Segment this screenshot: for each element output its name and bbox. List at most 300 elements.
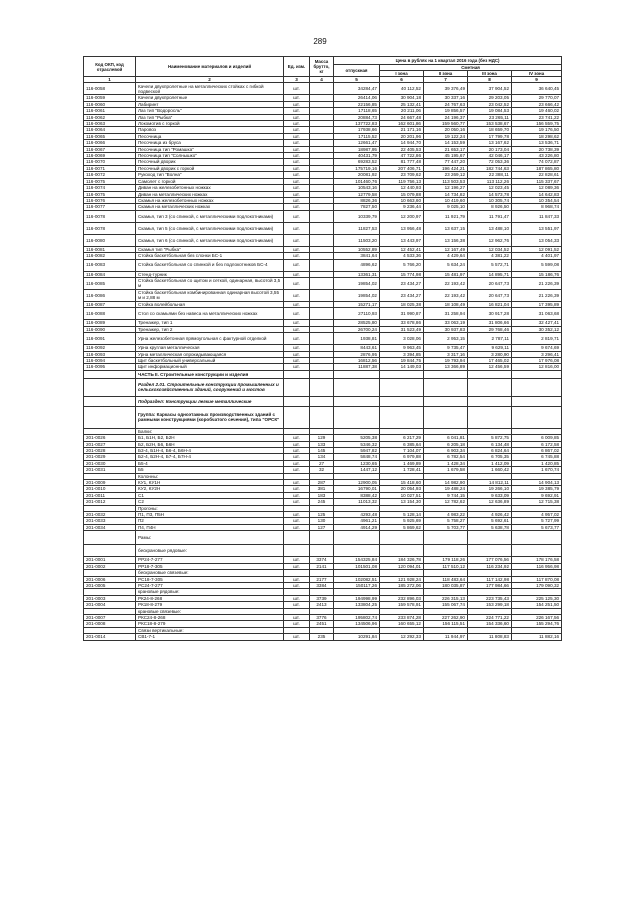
price-release: 19854,02 <box>334 277 380 289</box>
price-zone1: 3 028,06 <box>380 333 424 345</box>
section-row <box>84 531 562 545</box>
section-row <box>84 545 562 557</box>
item-name: Песочница <box>136 133 284 139</box>
item-code: 116-0059 <box>84 95 136 101</box>
empty-cell <box>424 545 468 557</box>
table-row <box>84 595 562 601</box>
price-zone3: 29 203,05 <box>468 95 512 101</box>
item-code: 116-0074 <box>84 185 136 191</box>
price-zone2: 4 983,22 <box>424 512 468 518</box>
price-zone3: 5 692,61 <box>468 518 512 524</box>
item-unit: шт. <box>284 480 310 486</box>
price-zone2: 179 118,26 <box>424 557 468 563</box>
item-unit: шт. <box>284 467 310 473</box>
price-zone2: 6 903,34 <box>424 448 468 454</box>
item-name: Рукоход тип "Волна" <box>136 172 284 178</box>
table-row <box>84 602 562 608</box>
item-unit: шт. <box>284 83 310 95</box>
price-zone3: 12 023,45 <box>468 185 512 191</box>
category-label: Прогоны: <box>136 505 284 511</box>
item-mass <box>310 234 334 246</box>
price-zone2: 180 035,87 <box>424 582 468 588</box>
empty-cell <box>468 406 512 428</box>
price-release: 10552,89 <box>334 246 380 252</box>
item-unit: шт. <box>284 351 310 357</box>
price-zone2: 6 205,18 <box>424 441 468 447</box>
price-zone4: 14 904,13 <box>512 480 562 486</box>
price-zone1: 12 200,97 <box>380 210 424 222</box>
price-zone3: 116 234,92 <box>468 563 512 569</box>
item-unit: шт. <box>284 114 310 120</box>
price-zone1: 13 956,48 <box>380 222 424 234</box>
price-zone2: 2 953,15 <box>424 333 468 345</box>
price-release: 194998,99 <box>334 595 380 601</box>
table-row <box>84 333 562 345</box>
item-name: Скамья тип "Рыбка" <box>136 246 284 252</box>
item-code: 201-0027 <box>84 441 136 447</box>
item-code: 201-0033 <box>84 518 136 524</box>
column-number: 3 <box>284 77 310 83</box>
price-release: 10543,16 <box>334 185 380 191</box>
price-zone3: 224 771,22 <box>468 614 512 620</box>
group-heading: Группа: Каркасы одноэтажных производственных зданий с рамными конструкциями (коробчатого сечения), типа "ОРСК" <box>136 406 284 428</box>
price-zone3: 12 034,52 <box>468 246 512 252</box>
price-zone2: 5 758,27 <box>424 518 468 524</box>
price-release: 18987,95 <box>334 146 380 152</box>
item-unit: шт. <box>284 435 310 441</box>
header-name: Наименование материалов и изделий <box>136 57 284 77</box>
item-name: РКС24-8-268 <box>136 614 284 620</box>
empty-cell <box>310 406 334 428</box>
price-zone1: 10 027,51 <box>380 492 424 498</box>
table-row <box>84 557 562 563</box>
price-zone1: 185 272,06 <box>380 582 424 588</box>
item-unit: шт. <box>284 140 310 146</box>
table-row <box>84 486 562 492</box>
item-unit: шт. <box>284 191 310 197</box>
price-zone3: 14 573,78 <box>468 191 512 197</box>
item-unit: шт. <box>284 277 310 289</box>
price-zone2: 12 782,62 <box>424 499 468 505</box>
price-zone2: 5 634,24 <box>424 259 468 271</box>
price-zone2: 196 424,21 <box>424 165 468 171</box>
price-zone2: 159 560,77 <box>424 121 468 127</box>
empty-cell <box>424 396 468 406</box>
item-name: Щит баскетбольный универсальный <box>136 357 284 363</box>
price-release: 12661,47 <box>334 140 380 146</box>
price-zone1: 20 054,93 <box>380 486 424 492</box>
price-zone3: 6 824,64 <box>468 448 512 454</box>
price-release: 134506,96 <box>334 621 380 627</box>
column-number: 1 <box>84 77 136 83</box>
item-name: СВ1-7-1 <box>136 634 284 640</box>
item-unit: шт. <box>284 582 310 588</box>
price-release: 7827,50 <box>334 204 380 210</box>
item-name: Лаз тип "Рыбка" <box>136 114 284 120</box>
price-zone1: 23 434,27 <box>380 277 424 289</box>
price-zone4: 22 828,61 <box>512 172 562 178</box>
price-zone1: 119 756,13 <box>380 178 424 184</box>
item-code: 116-0060 <box>84 101 136 107</box>
price-zone2: 33 063,19 <box>424 320 468 326</box>
price-zone1: 23 709,62 <box>380 172 424 178</box>
item-code: 201-0009 <box>84 480 136 486</box>
price-zone4: 20 738,39 <box>512 146 562 152</box>
price-zone2: 3 317,16 <box>424 351 468 357</box>
item-code: 116-0094 <box>84 357 136 363</box>
price-zone2: 14 734,82 <box>424 191 468 197</box>
item-name: Скамья на металлических ножках <box>136 204 284 210</box>
item-unit: шт. <box>284 308 310 320</box>
column-number: 7 <box>424 77 468 83</box>
price-zone2: 22 193,42 <box>424 277 468 289</box>
price-zone2: 1 428,34 <box>424 460 468 466</box>
price-zone1: 7 104,07 <box>380 448 424 454</box>
price-zone1: 9 963,45 <box>380 345 424 351</box>
category-label: Рамы: <box>136 531 284 545</box>
price-table-body <box>84 83 562 640</box>
price-zone4: 6 009,85 <box>512 435 562 441</box>
item-mass: 130 <box>310 518 334 524</box>
price-zone4: 117 870,08 <box>512 576 562 582</box>
price-release: 4896,62 <box>334 259 380 271</box>
price-zone4: 11 882,16 <box>512 634 562 640</box>
item-mass: 127 <box>310 524 334 530</box>
item-code: 116-0075 <box>84 191 136 197</box>
item-code: 116-0058 <box>84 83 136 95</box>
price-zone2: 19 793,94 <box>424 357 468 363</box>
empty-cell <box>334 370 380 378</box>
price-zone4: 31 063,68 <box>512 308 562 320</box>
section-row <box>84 396 562 406</box>
empty-cell <box>84 378 136 396</box>
item-code: 116-0090 <box>84 326 136 332</box>
item-name: Б1, Б1Н, Б2, Б2Н <box>136 435 284 441</box>
price-zone4: 21 226,39 <box>512 289 562 301</box>
category-label: крановые рядовые: <box>136 589 284 595</box>
price-zone1: 23 434,27 <box>380 289 424 301</box>
item-code: 201-0032 <box>84 512 136 518</box>
item-name: КУ2, КУ2Н <box>136 486 284 492</box>
item-mass: 32 <box>310 467 334 473</box>
price-zone3: 20 173,04 <box>468 146 512 152</box>
price-zone2: 6 782,54 <box>424 454 468 460</box>
section-row <box>84 406 562 428</box>
price-release: 12900,05 <box>334 480 380 486</box>
price-zone4: 23 666,42 <box>512 101 562 107</box>
price-zone4: 17 976,08 <box>512 357 562 363</box>
item-name: РР18-7-305 <box>136 563 284 569</box>
price-zone3: 17 799,78 <box>468 133 512 139</box>
item-name: РК24-8-268 <box>136 595 284 601</box>
item-unit: шт. <box>284 563 310 569</box>
price-release: 2876,95 <box>334 351 380 357</box>
price-zone4: 8 968,74 <box>512 204 562 210</box>
price-release: 102082,51 <box>334 576 380 582</box>
item-unit: шт. <box>284 602 310 608</box>
item-unit: шт. <box>284 357 310 363</box>
item-name: Стойка баскетбольная комбинированная одинарная высотой 3,55 м и 2,88 м <box>136 289 284 301</box>
header-release: отпускная <box>334 65 380 77</box>
price-zone2: 13 366,89 <box>424 364 468 370</box>
price-zone1: 33 678,86 <box>380 320 424 326</box>
item-code: 116-0088 <box>84 308 136 320</box>
price-zone4: 32 427,41 <box>512 320 562 326</box>
price-zone3: 5 638,78 <box>468 524 512 530</box>
item-unit: шт. <box>284 108 310 114</box>
price-release: 40431,79 <box>334 153 380 159</box>
price-zone1: 12 452,41 <box>380 246 424 252</box>
price-zone2: 155 067,74 <box>424 602 468 608</box>
price-zone4: 115 337,67 <box>512 178 562 184</box>
price-zone1: 5 128,14 <box>380 512 424 518</box>
price-zone2: 45 195,67 <box>424 153 468 159</box>
price-release: 17938,66 <box>334 127 380 133</box>
price-zone3: 4 381,22 <box>468 253 512 259</box>
price-release: 5848,74 <box>334 454 380 460</box>
price-zone1: 19 844,75 <box>380 357 424 363</box>
price-zone2: 14 153,59 <box>424 140 468 146</box>
price-zone4: 178 176,58 <box>512 557 562 563</box>
table-row <box>84 480 562 486</box>
price-release: 5947,82 <box>334 448 380 454</box>
price-zone4: 10 354,54 <box>512 197 562 203</box>
price-zone2: 12 196,27 <box>424 185 468 191</box>
item-code: 116-0067 <box>84 146 136 152</box>
price-release: 69283,52 <box>334 159 380 165</box>
table-row <box>84 222 562 234</box>
empty-cell <box>512 378 562 396</box>
price-zone2: 19 488,24 <box>424 486 468 492</box>
item-name: Скамья на железобетонных ножках <box>136 197 284 203</box>
item-code: 201-0010 <box>84 486 136 492</box>
price-zone2: 1 679,58 <box>424 467 468 473</box>
item-mass <box>310 289 334 301</box>
item-unit: шт. <box>284 159 310 165</box>
price-release: 5205,38 <box>334 435 380 441</box>
item-mass: 381 <box>310 486 334 492</box>
item-code: 116-0078 <box>84 210 136 222</box>
price-zone4: 43 226,80 <box>512 153 562 159</box>
item-code: 116-0063 <box>84 121 136 127</box>
item-name: Диван на металлических ножках <box>136 191 284 197</box>
item-code: 201-0002 <box>84 563 136 569</box>
price-zone4: 179 090,32 <box>512 582 562 588</box>
item-name: Щит информационный <box>136 364 284 370</box>
price-release: 11503,20 <box>334 234 380 246</box>
price-zone2: 13 156,38 <box>424 234 468 246</box>
column-number: 6 <box>380 77 424 83</box>
price-zone1: 207 406,71 <box>380 165 424 171</box>
price-zone4: 19 176,50 <box>512 127 562 133</box>
item-code: 116-0072 <box>84 172 136 178</box>
price-zone1: 31 990,87 <box>380 308 424 320</box>
price-zone1: 232 896,03 <box>380 595 424 601</box>
item-code: 201-0011 <box>84 492 136 498</box>
empty-cell <box>284 370 310 378</box>
price-zone3: 31 806,66 <box>468 320 512 326</box>
item-name: Стенд-турник <box>136 271 284 277</box>
item-code: 116-0089 <box>84 320 136 326</box>
price-zone1: 20 201,96 <box>380 133 424 139</box>
item-mass: 2177 <box>310 576 334 582</box>
item-mass <box>310 210 334 222</box>
header-estimate: Сметная <box>380 65 562 71</box>
item-code: 116-0078 <box>84 222 136 234</box>
category-label: крановые связевые: <box>136 608 284 614</box>
item-unit: шт. <box>284 486 310 492</box>
header-zone1: I зона <box>380 71 424 77</box>
price-zone1: 5 766,20 <box>380 259 424 271</box>
item-unit: шт. <box>284 172 310 178</box>
item-code: 116-0077 <box>84 204 136 210</box>
empty-cell <box>310 370 334 378</box>
price-zone2: 14 982,90 <box>424 480 468 486</box>
item-code: 116-0083 <box>84 259 136 271</box>
item-mass: 133 <box>310 441 334 447</box>
empty-cell <box>380 378 424 396</box>
item-name: Стойка баскетбольная без слонки БС-1 <box>136 253 284 259</box>
item-code: 116-0061 <box>84 108 136 114</box>
item-mass <box>310 222 334 234</box>
item-code: 116-0064 <box>84 127 136 133</box>
price-zone1: 159 578,91 <box>380 602 424 608</box>
price-zone3: 72 053,36 <box>468 159 512 165</box>
item-name: Самолет с горкой <box>136 178 284 184</box>
item-unit: шт. <box>284 364 310 370</box>
table-row <box>84 614 562 620</box>
item-name: Лабиринт <box>136 101 284 107</box>
price-zone4: 226 167,56 <box>512 614 562 620</box>
price-zone3: 182 744,63 <box>468 165 512 171</box>
price-zone2: 9 735,47 <box>424 345 468 351</box>
item-mass <box>310 277 334 289</box>
price-zone4: 5 673,77 <box>512 524 562 530</box>
price-zone4: 2 819,71 <box>512 333 562 345</box>
price-release: 15271,17 <box>334 301 380 307</box>
price-release: 16790,01 <box>334 486 380 492</box>
price-zone3: 10 305,74 <box>468 197 512 203</box>
item-name: С2 <box>136 499 284 505</box>
price-zone2: 12 167,49 <box>424 246 468 252</box>
empty-cell <box>424 378 468 396</box>
empty-cell <box>310 545 334 557</box>
item-mass <box>310 259 334 271</box>
item-unit: шт. <box>284 165 310 171</box>
price-release: 13361,31 <box>334 271 380 277</box>
item-unit: шт. <box>284 259 310 271</box>
price-zone4: 12 091,52 <box>512 246 562 252</box>
table-row <box>84 83 562 95</box>
price-zone4: 12 089,36 <box>512 185 562 191</box>
empty-cell <box>512 531 562 545</box>
price-zone1: 25 132,41 <box>380 101 424 107</box>
header-zone2: II зона <box>424 71 468 77</box>
item-unit: шт. <box>284 576 310 582</box>
item-code: 201-0004 <box>84 602 136 608</box>
item-mass <box>310 83 334 95</box>
price-zone1: 47 722,86 <box>380 153 424 159</box>
item-unit: шт. <box>284 127 310 133</box>
price-release: 195802,74 <box>334 614 380 620</box>
price-zone1: 120 094,01 <box>380 563 424 569</box>
table-row <box>84 234 562 246</box>
price-zone3: 177 984,66 <box>468 582 512 588</box>
price-zone3: 2 787,11 <box>468 333 512 345</box>
item-code: 116-0075 <box>84 178 136 184</box>
price-zone3: 154 336,60 <box>468 621 512 627</box>
price-zone1: 81 777,48 <box>380 159 424 165</box>
item-code: 116-0086 <box>84 289 136 301</box>
price-zone1: 5 869,62 <box>380 524 424 530</box>
item-unit: шт. <box>284 271 310 277</box>
price-zone2: 23 269,12 <box>424 172 468 178</box>
price-zone2: 156 115,51 <box>424 621 468 627</box>
price-release: 101460,76 <box>334 178 380 184</box>
empty-cell <box>334 378 380 396</box>
part-heading: ЧАСТЬ II. Строительные конструкции и изделия <box>136 370 284 378</box>
price-zone1: 30 904,18 <box>380 95 424 101</box>
item-unit: шт. <box>284 499 310 505</box>
item-name: РК18-8-279 <box>136 602 284 608</box>
price-zone4: 19 460,02 <box>512 108 562 114</box>
item-name: Урна металлическая опрокидывающаяся <box>136 351 284 357</box>
price-zone4: 5 727,99 <box>512 518 562 524</box>
price-zone4: 12 816,00 <box>512 364 562 370</box>
price-zone1: 22 405,53 <box>380 146 424 152</box>
price-zone3: 1 412,09 <box>468 460 512 466</box>
price-zone3: 177 076,56 <box>468 557 512 563</box>
price-zone1: 233 874,28 <box>380 614 424 620</box>
price-zone4: 6 867,02 <box>512 448 562 454</box>
item-mass <box>310 333 334 345</box>
price-zone1: 15 418,60 <box>380 480 424 486</box>
price-zone4: 23 741,22 <box>512 114 562 120</box>
item-unit: шт. <box>284 524 310 530</box>
item-name: Лаз тип "Водоросль" <box>136 108 284 114</box>
price-zone4: 74 072,87 <box>512 159 562 165</box>
item-name: Скамья, тип 6 (со спинкой, с металлическими подлокотниками) <box>136 234 284 246</box>
price-release: 1447,12 <box>334 467 380 473</box>
table-row <box>84 289 562 301</box>
price-zone3: 20 647,73 <box>468 289 512 301</box>
price-zone2: 118 483,64 <box>424 576 468 582</box>
price-zone3: 153 299,18 <box>468 602 512 608</box>
item-name: РКС18-8-279 <box>136 621 284 627</box>
item-mass: 3374 <box>310 557 334 563</box>
price-zone4: 6 745,88 <box>512 454 562 460</box>
empty-cell <box>424 531 468 545</box>
price-release: 22156,85 <box>334 101 380 107</box>
price-zone2: 31 258,94 <box>424 308 468 320</box>
price-release: 16812,56 <box>334 357 380 363</box>
price-zone2: 19 856,57 <box>424 108 468 114</box>
price-zone2: 22 193,42 <box>424 289 468 301</box>
price-zone4: 21 226,39 <box>512 277 562 289</box>
price-zone2: 24 767,63 <box>424 101 468 107</box>
item-mass: 183 <box>310 492 334 498</box>
price-zone3: 11 808,83 <box>468 634 512 640</box>
item-unit: шт. <box>284 441 310 447</box>
price-zone4: 18 298,62 <box>512 133 562 139</box>
price-zone2: 10 419,60 <box>424 197 468 203</box>
item-unit: шт. <box>284 518 310 524</box>
item-name: Б3-4, Б1Н-4, Б6-4, Б6Н-4 <box>136 448 284 454</box>
price-zone4: 17 395,89 <box>512 301 562 307</box>
price-zone3: 13 488,10 <box>468 222 512 234</box>
item-code: 201-0031 <box>84 467 136 473</box>
category-label: бескрановые связевые: <box>136 570 284 576</box>
